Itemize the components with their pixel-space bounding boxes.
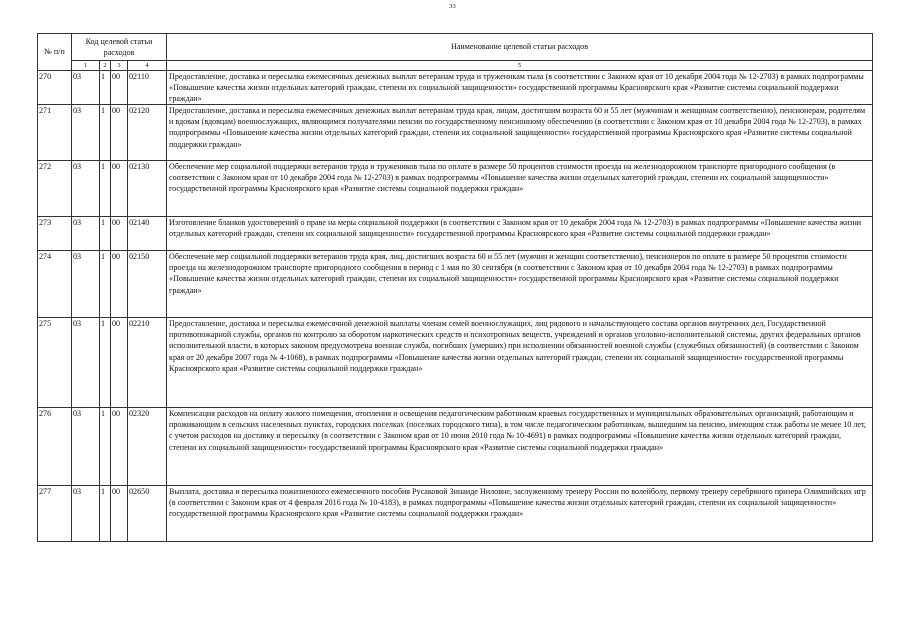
header-sub-1: 1 bbox=[72, 61, 100, 71]
description-cell: Обеспечение мер социальной поддержки ветеранов труда и тружеников тыла по оплате в размере 50 процентов стоимости проезда на железнодорожном транспорте пригородного сообщения (в соответствии с Законом края от 10 декабря 2004 года № 12-2703) в рамках подпрограммы «Повышение качества жизни отдельных категорий граждан, степени их социальной защищенности» государственной программы Красноярского края «Развитие системы социальной поддержки граждан» bbox=[167, 161, 873, 217]
code-3-cell: 00 bbox=[111, 217, 128, 251]
row-number-cell: 272 bbox=[38, 161, 72, 217]
code-2-cell: 1 bbox=[100, 71, 111, 105]
table-row bbox=[38, 161, 873, 217]
code-1-cell: 03 bbox=[72, 217, 100, 251]
row-number-cell: 277 bbox=[38, 486, 72, 542]
code-2-cell: 1 bbox=[100, 486, 111, 542]
table-row bbox=[38, 105, 873, 161]
table-row bbox=[38, 486, 873, 542]
code-1-cell: 03 bbox=[72, 318, 100, 408]
code-2-cell: 1 bbox=[100, 217, 111, 251]
row-number-cell: 273 bbox=[38, 217, 72, 251]
row-number-cell: 274 bbox=[38, 251, 72, 318]
code-3-cell: 00 bbox=[111, 251, 128, 318]
code-1-cell: 03 bbox=[72, 105, 100, 161]
table-row bbox=[38, 318, 873, 408]
description-cell: Изготовление бланков удостоверений о праве на меры социальной поддержки (в соответствии с Законом края от 10 декабря 2004 года № 12-2703) в рамках подпрограммы «Повышение качества жизни отдельных категорий граждан, степени их социальной защищенности» государственной программы Красноярского края «Развитие системы социальной поддержки граждан» bbox=[167, 217, 873, 251]
code-4-cell: 02140 bbox=[128, 217, 167, 251]
row-number-cell: 275 bbox=[38, 318, 72, 408]
code-2-cell: 1 bbox=[100, 251, 111, 318]
description-cell: Выплата, доставка и пересылка пожизненного ежемесячного пособия Русаковой Зинаиде Ниловне, заслуженному тренеру России по волейболу, первому тренеру серебряного призера Олимпийских игр (в соответствии с Законом края от 4 февраля 2016 года № 10-4183), в рамках подпрограммы «Повышение качества жизни отдельных категорий граждан, степени их социальной защищенности» государственной программы Красноярского края «Развитие системы социальной поддержки граждан» bbox=[167, 486, 873, 542]
header-sub-3: 3 bbox=[111, 61, 128, 71]
code-3-cell: 00 bbox=[111, 105, 128, 161]
code-2-cell: 1 bbox=[100, 161, 111, 217]
code-4-cell: 02320 bbox=[128, 408, 167, 486]
code-2-cell: 1 bbox=[100, 318, 111, 408]
code-4-cell: 02130 bbox=[128, 161, 167, 217]
code-3-cell: 00 bbox=[111, 486, 128, 542]
code-1-cell: 03 bbox=[72, 71, 100, 105]
code-3-cell: 00 bbox=[111, 318, 128, 408]
header-row-number: № п/п bbox=[38, 34, 72, 71]
description-cell: Предоставление, доставка и пересылка ежемесячной денежной выплаты членам семей военнослужащих, лиц рядового и начальствующего состава органов внутренних дел, Государственной противопожарной службы, органов по контролю за оборотом наркотических средств и психотропных веществ, учреждений и органов уголовно-исполнительной системы, других федеральных органов исполнительной власти, в которых законом предусмотрена военная служба, погибших (умерших) при исполнении обязанностей военной службы (служебных обязанностей) (в соответствии с Законом края от 20 декабря 2007 года № 4-1068), в рамках подпрограммы «Повышение качества жизни отдельных категорий граждан, степени их социальной защищенности» государственной программы Красноярского края «Развитие системы социальной поддержки граждан» bbox=[167, 318, 873, 408]
code-4-cell: 02120 bbox=[128, 105, 167, 161]
table-row bbox=[38, 408, 873, 486]
code-1-cell: 03 bbox=[72, 251, 100, 318]
table-row bbox=[38, 71, 873, 105]
header-code-group: Код целевой статьи расходов bbox=[72, 34, 167, 61]
description-cell: Компенсация расходов на оплату жилого помещения, отопления и освещения педагогическим работникам краевых государственных и муниципальных образовательных организаций, работающим и проживающим в сельских населенных пунктах, городских поселках (поселках городского типа), в том числе педагогическим работникам, вышедшим на пенсию, имеющим стаж работы не менее 10 лет, с учетом расходов на доставку и пересылку (в соответствии с Законом края от 10 июня 2010 года № 10-4691) в рамках подпрограммы «Повышение качества жизни отдельных категорий граждан, степени их социальной защищенности» государственной программы Красноярского края «Развитие системы социальной поддержки граждан» bbox=[167, 408, 873, 486]
row-number-cell: 271 bbox=[38, 105, 72, 161]
row-number-cell: 270 bbox=[38, 71, 72, 105]
code-1-cell: 03 bbox=[72, 408, 100, 486]
row-number-cell: 276 bbox=[38, 408, 72, 486]
code-1-cell: 03 bbox=[72, 161, 100, 217]
code-4-cell: 02110 bbox=[128, 71, 167, 105]
expense-items-table bbox=[37, 33, 873, 542]
header-sub-4: 4 bbox=[128, 61, 167, 71]
code-1-cell: 03 bbox=[72, 486, 100, 542]
table-row bbox=[38, 251, 873, 318]
page-number: 33 bbox=[449, 3, 456, 10]
description-cell: Обеспечение мер социальной поддержки ветеранов труда края, лиц, достигших возраста 60 и 55 лет (мужчин и женщин соответственно), пенсионеров по оплате в размере 50 процентов стоимости проезда на железнодорожном транспорте пригородного сообщения в период с 1 мая по 30 сентября (в соответствии с Законом края от 10 декабря 2004 года № 12-2703) в рамках подпрограммы «Повышение качества жизни отдельных категорий граждан, степени их социальной защищенности» государственной программы Красноярского края «Развитие системы социальной поддержки граждан» bbox=[167, 251, 873, 318]
header-sub-2: 2 bbox=[100, 61, 111, 71]
description-cell: Предоставление, доставка и пересылка ежемесячных денежных выплат ветеранам труда края, лицам, достигшим возраста 60 и 55 лет (мужчинам и женщинам соответственно), пенсионерам, родителям и вдовам (вдовцам) военнослужащих, являющимся получателями пенсии по государственному пенсионному обеспечению (в соответствии с Законом края от 10 декабря 2004 года № 12-2703), в рамках подпрограммы «Повышение качества жизни отдельных категорий граждан, степени их социальной защищенности» государственной программы Красноярского края «Развитие системы социальной поддержки граждан» bbox=[167, 105, 873, 161]
code-3-cell: 00 bbox=[111, 71, 128, 105]
description-cell: Предоставление, доставка и пересылка ежемесячных денежных выплат ветеранам труда и труженикам тыла (в соответствии с Законом края от 10 декабря 2004 года № 12-2703) в рамках подпрограммы «Повышение качества жизни отдельных категорий граждан, степени их социальной защищенности» государственной программы Красноярского края «Развитие системы социальной поддержки граждан» bbox=[167, 71, 873, 105]
code-4-cell: 02210 bbox=[128, 318, 167, 408]
code-2-cell: 1 bbox=[100, 408, 111, 486]
table-row bbox=[38, 217, 873, 251]
code-2-cell: 1 bbox=[100, 105, 111, 161]
header-sub-5: 5 bbox=[167, 61, 873, 71]
code-3-cell: 00 bbox=[111, 161, 128, 217]
header-name: Наименование целевой статьи расходов bbox=[167, 34, 873, 61]
code-4-cell: 02650 bbox=[128, 486, 167, 542]
code-3-cell: 00 bbox=[111, 408, 128, 486]
code-4-cell: 02150 bbox=[128, 251, 167, 318]
